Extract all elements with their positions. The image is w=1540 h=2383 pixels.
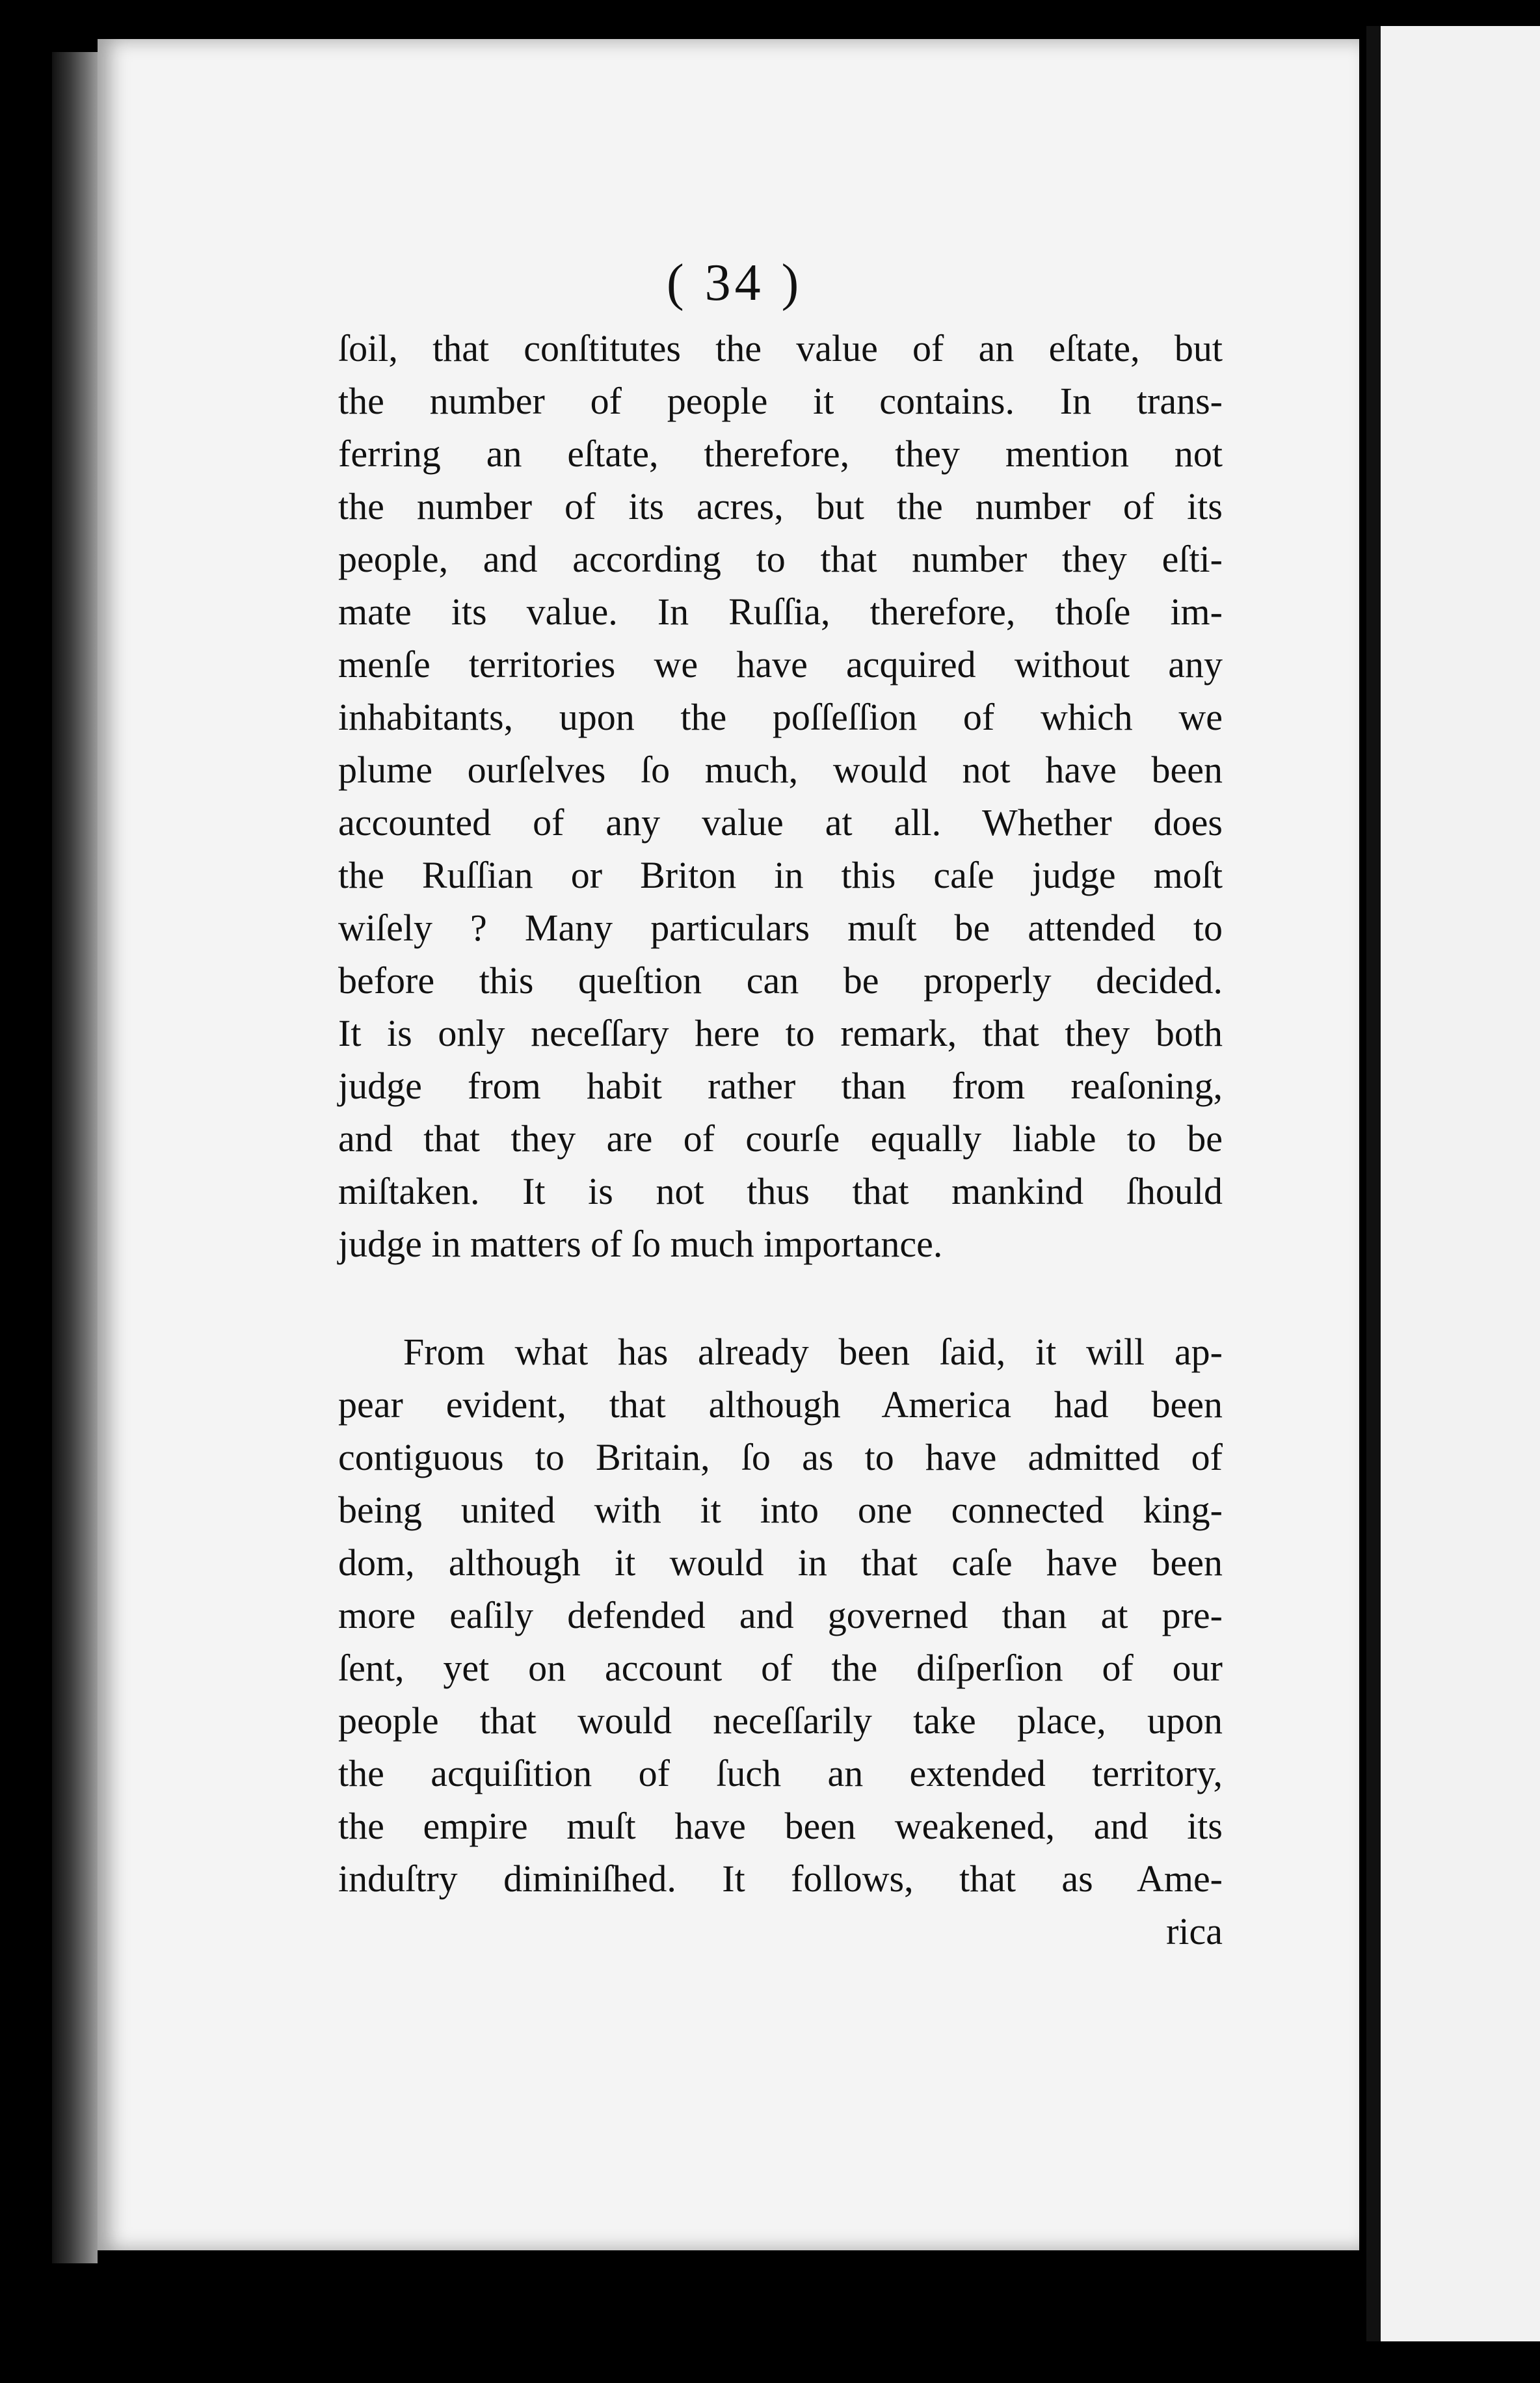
text-line: people, and according to that number they eſti-: [338, 538, 1223, 580]
text-line: induſtry diminiſhed. It follows, that as Ame-: [338, 1857, 1223, 1900]
text-line: dom, although it would in that caſe have been: [338, 1541, 1223, 1584]
text-line: ſent, yet on account of the diſperſion of our: [338, 1647, 1223, 1689]
text-line: the number of its acres, but the number of its: [338, 485, 1223, 527]
text-line: inhabitants, upon the poſſeſſion of which we: [338, 696, 1223, 738]
text-line: people that would neceſſarily take place, upon: [338, 1699, 1223, 1742]
page-number: ( 34 ): [667, 254, 803, 312]
text-line: judge from habit rather than from reaſoning,: [338, 1065, 1223, 1107]
text-line: pear evident, that although America had been: [338, 1383, 1223, 1426]
text-line: ferring an eſtate, therefore, they mention not: [338, 433, 1223, 475]
text-line: the empire muſt have been weakened, and its: [338, 1805, 1223, 1847]
book-binding-edge: [52, 52, 98, 2263]
paragraph-gap: [338, 1270, 1223, 1325]
text-line: judge in matters of ſo much importance.: [338, 1223, 943, 1265]
catchword: rica: [1166, 1910, 1223, 1952]
text-line: menſe territories we have acquired without any: [338, 643, 1223, 686]
text-line: the Ruſſian or Briton in this caſe judge moſt: [338, 854, 1223, 896]
text-line: ſoil, that conſtitutes the value of an eſtate, but: [338, 327, 1223, 369]
text-line: accounted of any value at all. Whether does: [338, 801, 1223, 844]
facing-page-edge: [1366, 26, 1540, 2341]
text-line: before this queſtion can be properly decided.: [338, 959, 1223, 1002]
text-line: more eaſily defended and governed than at pre-: [338, 1594, 1223, 1636]
text-line: being united with it into one connected king-: [338, 1489, 1223, 1531]
text-line: and that they are of courſe equally liable to be: [338, 1117, 1223, 1160]
text-line: wiſely ? Many particulars muſt be attended to: [338, 907, 1223, 949]
paragraph-1: [338, 322, 1223, 1270]
text-line: the number of people it contains. In trans-: [338, 380, 1223, 422]
text-line: the acquiſition of ſuch an extended territory,: [338, 1752, 1223, 1794]
page-body: [338, 322, 1223, 1958]
text-line: plume ourſelves ſo much, would not have been: [338, 749, 1223, 791]
text-line: It is only neceſſary here to remark, that they both: [338, 1012, 1223, 1054]
paragraph-2: [338, 1325, 1223, 1905]
text-line: mate its value. In Ruſſia, therefore, thoſe im-: [338, 591, 1223, 633]
text-line: miſtaken. It is not thus that mankind ſhould: [338, 1170, 1223, 1212]
text-line: From what has already been ſaid, it will ap-: [403, 1331, 1223, 1373]
text-line: contiguous to Britain, ſo as to have admitted of: [338, 1436, 1223, 1478]
